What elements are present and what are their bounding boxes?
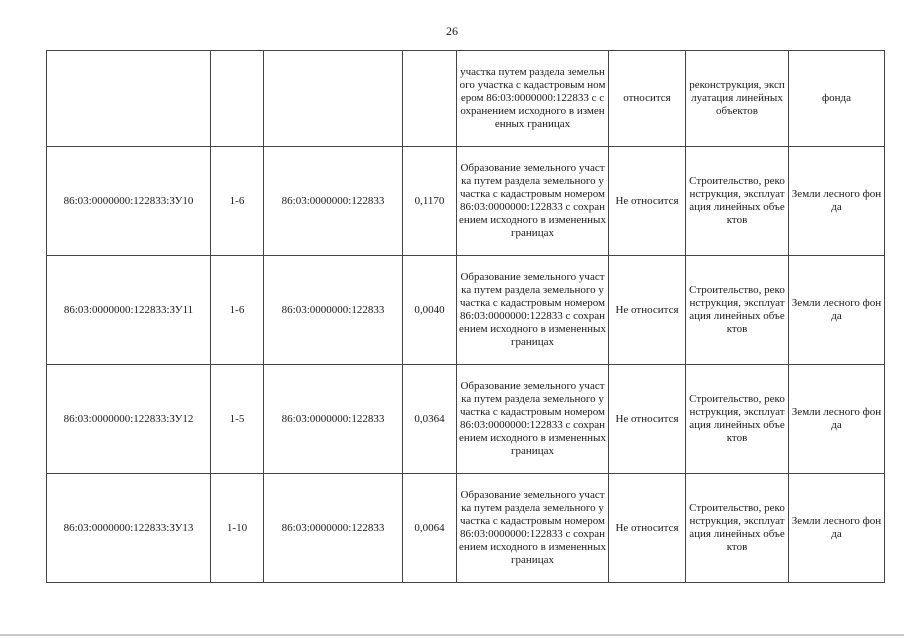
land-plots-table: [46, 50, 885, 583]
cell-land-category: Земли лесного фонда: [789, 474, 885, 583]
cell-category: Не относится: [609, 365, 686, 474]
page-number: 26: [446, 24, 458, 38]
cell-permitted-use: Строительство, реконструкция, эксплуатация линейных объектов: [686, 365, 789, 474]
cell-land-category: Земли лесного фонда: [789, 365, 885, 474]
cell-area: 0,0364: [403, 365, 457, 474]
cell-area: 0,0064: [403, 474, 457, 583]
cell-permitted-use: Строительство, реконструкция, эксплуатация линейных объектов: [686, 474, 789, 583]
cell-land-category: Земли лесного фонда: [789, 147, 885, 256]
cell-points: 1-5: [211, 365, 264, 474]
cell-description: Образование земельного участка путем раздела земельного участка с кадастровым номером 86:03:0000000:122833 с сохранением исходного в измененных границах: [457, 365, 609, 474]
cell-description: участка путем раздела земельного участка с кадастровым номером 86:03:0000000:122833 с сохранением исходного в измененных границах: [457, 51, 609, 147]
cell-description: Образование земельного участка путем раздела земельного участка с кадастровым номером 86:03:0000000:122833 с сохранением исходного в измененных границах: [457, 147, 609, 256]
scan-bottom-edge: [0, 634, 904, 636]
cell-source-number: 86:03:0000000:122833: [264, 147, 403, 256]
table-row: [47, 365, 885, 474]
cell-area: [403, 51, 457, 147]
cell-permitted-use: Строительство, реконструкция, эксплуатация линейных объектов: [686, 256, 789, 365]
table-row: [47, 256, 885, 365]
cell-category: Не относится: [609, 147, 686, 256]
cell-plot-id: [47, 51, 211, 147]
cell-category: Не относится: [609, 256, 686, 365]
cell-permitted-use: реконструкция, эксплуатация линейных объектов: [686, 51, 789, 147]
cell-permitted-use: Строительство, реконструкция, эксплуатация линейных объектов: [686, 147, 789, 256]
cell-area: 0,0040: [403, 256, 457, 365]
cell-description: Образование земельного участка путем раздела земельного участка с кадастровым номером 86:03:0000000:122833 с сохранением исходного в измененных границах: [457, 256, 609, 365]
cell-plot-id: 86:03:0000000:122833:ЗУ13: [47, 474, 211, 583]
cell-points: 1-10: [211, 474, 264, 583]
cell-points: 1-6: [211, 147, 264, 256]
cell-land-category: Земли лесного фонда: [789, 256, 885, 365]
cell-description: Образование земельного участка путем раздела земельного участка с кадастровым номером 86:03:0000000:122833 с сохранением исходного в измененных границах: [457, 474, 609, 583]
cell-source-number: 86:03:0000000:122833: [264, 256, 403, 365]
cell-source-number: [264, 51, 403, 147]
cell-source-number: 86:03:0000000:122833: [264, 365, 403, 474]
cell-category: относится: [609, 51, 686, 147]
table-row-continuation: [47, 51, 885, 147]
cell-points: 1-6: [211, 256, 264, 365]
cell-land-category: фонда: [789, 51, 885, 147]
cell-plot-id: 86:03:0000000:122833:ЗУ10: [47, 147, 211, 256]
cell-category: Не относится: [609, 474, 686, 583]
cell-points: [211, 51, 264, 147]
cell-source-number: 86:03:0000000:122833: [264, 474, 403, 583]
cell-area: 0,1170: [403, 147, 457, 256]
cell-plot-id: 86:03:0000000:122833:ЗУ12: [47, 365, 211, 474]
table-row: [47, 474, 885, 583]
cell-plot-id: 86:03:0000000:122833:ЗУ11: [47, 256, 211, 365]
table-row: [47, 147, 885, 256]
